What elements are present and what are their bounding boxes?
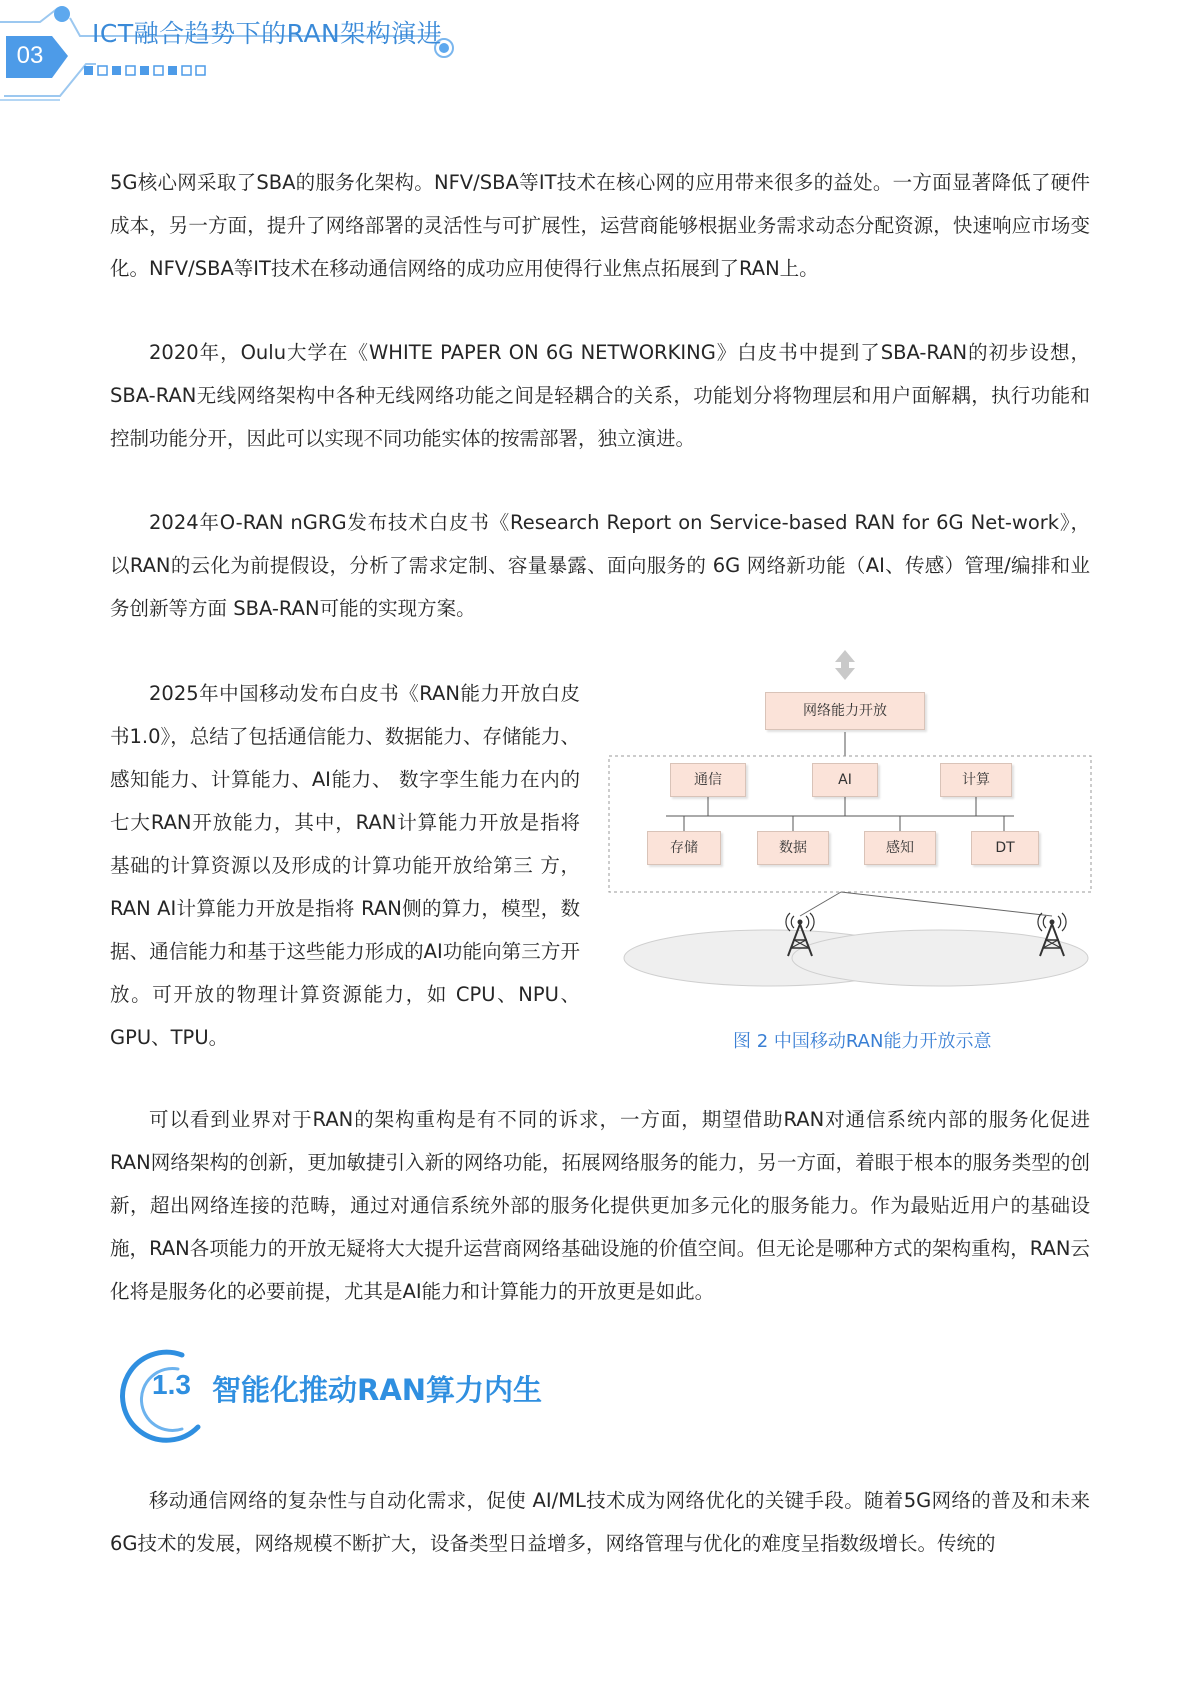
paragraph-ai-ml: 移动通信网络的复杂性与自动化需求，促使 AI/ML技术成为网络优化的关键手段。随着5G网络的普及和未来6G技术的发展，网络规模不断扩大，设备类型日益增多，网络管理与优化的难度呈指数级增长。传统的 bbox=[110, 1489, 1090, 1555]
capability-box-sensing: 感知 bbox=[864, 831, 936, 865]
capability-box-data: 数据 bbox=[757, 831, 829, 865]
ran-capability-figure bbox=[600, 648, 1100, 1058]
paragraph-oran: 2024年O-RAN nGRG发布技术白皮书《Research Report on Service-based RAN for 6G Net-work》，以RAN的云化为前提假设，分析了需求定制、容量暴露、面向服务的 6G 网络新功能（AI、传感）管理/编排和业务创新等方面 SBA-RAN可能的实现方案。 bbox=[110, 511, 1090, 620]
capability-box-communication: 通信 bbox=[670, 763, 746, 797]
paragraph-architecture: 可以看到业界对于RAN的架构重构是有不同的诉求，一方面，期望借助RAN对通信系统内部的服务化促进RAN网络架构的创新，更加敏捷引入新的网络功能，拓展网络服务的能力，另一方面，着眼于根本的服务类型的创新，超出网络连接的范畴，通过对通信系统外部的服务化提供更加多元化的服务能力。作为最贴近用户的基础设施，RAN各项能力的开放无疑将大大提升运营商网络基础设施的价值空间。但无论是哪种方式的架构重构，RAN云化将是服务化的必要前提，尤其是AI能力和计算能力的开放更是如此。 bbox=[110, 1108, 1090, 1303]
page-header bbox=[0, 0, 470, 110]
header-title: ICT融合趋势下的RAN架构演进 bbox=[92, 19, 443, 48]
paragraph-oulu: 2020年，Oulu大学在《WHITE PAPER ON 6G NETWORKING》白皮书中提到了SBA-RAN的初步设想，SBA-RAN无线网络架构中各种无线网络功能之间是轻耦合的关系，功能划分将物理层和用户面解耦，执行功能和控制功能分开，因此可以实现不同功能实体的按需部署，独立演进。 bbox=[110, 341, 1090, 450]
network-capability-exposure-box: 网络能力开放 bbox=[765, 692, 925, 730]
chapter-number: 03 bbox=[16, 42, 44, 69]
capability-box-storage: 存储 bbox=[647, 831, 721, 865]
capability-box-digital-twin: DT bbox=[971, 831, 1039, 865]
section-number: 1.3 bbox=[152, 1369, 191, 1400]
bidirectional-arrow-icon bbox=[835, 650, 855, 680]
paragraph-china-mobile: 2025年中国移动发布白皮书《RAN能力开放白皮书1.0》，总结了包括通信能力、数据能力、存储能力、感知能力、计算能力、AI能力、 数字孪生能力在内的七大RAN开放能力，其中，RAN计算能力开放是指将基础的计算资源以及形成的计算功能开放给第三 方， RAN AI计算能力开放是指将 RAN侧的算力，模型，数据、通信能力和基于这些能力形成的AI功能向第三方开放。可开放的物理计算资源能力，如 CPU、NPU、GPU、TPU。 bbox=[110, 682, 580, 1049]
section-heading bbox=[112, 1347, 612, 1447]
section-title: 智能化推动RAN算力内生 bbox=[212, 1373, 543, 1407]
capability-box-ai: AI bbox=[812, 763, 878, 797]
figure-caption: 图 2 中国移动RAN能力开放示意 bbox=[733, 1031, 992, 1052]
paragraph-5g-core: 5G核心网采取了SBA的服务化架构。NFV/SBA等IT技术在核心网的应用带来很多的益处。一方面显著降低了硬件成本，另一方面，提升了网络部署的灵活性与可扩展性，运营商能够根据业务需求动态分配资源，快速响应市场变化。NFV/SBA等IT技术在移动通信网络的成功应用使得行业焦点拓展到了RAN上。 bbox=[110, 171, 1090, 280]
capability-box-compute: 计算 bbox=[940, 763, 1012, 797]
